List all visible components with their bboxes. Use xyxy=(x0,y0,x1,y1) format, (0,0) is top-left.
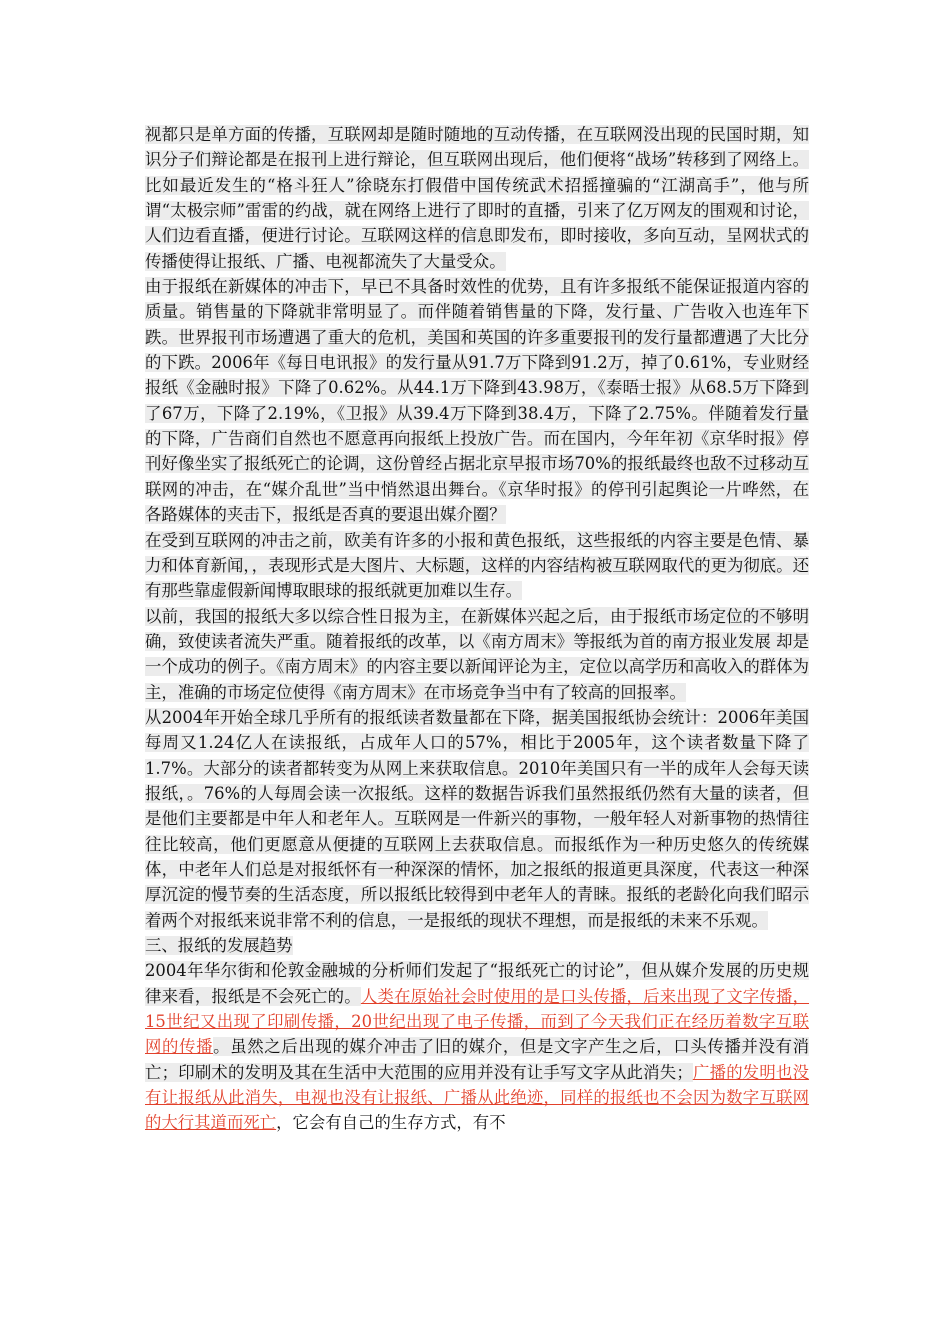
section-heading xyxy=(145,933,809,958)
paragraph-text: 由于报纸在新媒体的冲击下，早已不具备时效性的优势，且有许多报纸不能保证报道内容的质量。销售量的下降就非常明显了。而伴随着销售量的下降，发行量、广告收入也连年下跌。世界报刊市场遭遇了重大的危机，美国和英国的许多重要报刊的发行量都遭遇了大比分的下跌。2006年《每日电讯报》的发行量从91.7万下降到91.2万，掉了0.61%，专业财经报纸《金融时报》下降了0.62%。从44.1万下降到43.98万，《泰晤士报》从68.5万下降到了67万，下降了2.19%，《卫报》从39.4万下降到38.4万，下降了2.75%。伴随着发行量的下降，广告商们自然也不愿意再向报纸上投放广告。而在国内，今年年初《京华时报》停刊好像坐实了报纸死亡的论调，这份曾经占据北京早报市场70%的报纸最终也敌不过移动互联网的冲击，在“媒介乱世”当中悄然退出舞台。《京华时报》的停刊引起舆论一片哗然，在各路媒体的夹击下，报纸是否真的要退出媒介圈？ xyxy=(145,277,809,525)
paragraph-text: 从2004年开始全球几乎所有的报纸读者数量都在下降，据美国报纸协会统计：2006年美国每周又1.24亿人在读报纸，占成年人口的57%，相比于2005年，这个读者数量下降了1.7%。大部分的读者都转变为从网上来获取信息。2010年美国只有一半的成年人会每天读报纸，。76%的人每周会读一次报纸。这样的数据告诉我们虽然报纸仍然有大量的读者，但是他们主要都是中年人和老年人。互联网是一件新兴的事物，一般年轻人对新事物的热情往往比较高，他们更愿意从便捷的互联网上去获取信息。而报纸作为一种历史悠久的传统媒体，中老年人们总是对报纸怀有一种深深的情怀，加之报纸的报道更具深度，代表这一种深厚沉淀的慢节奏的生活态度，所以报纸比较得到中老年人的青睐。报纸的老龄化向我们昭示着两个对报纸来说非常不利的信息，一是报纸的现状不理想，而是报纸的未来不乐观。 xyxy=(145,707,809,930)
paragraph-text: 在受到互联网的冲击之前，欧美有许多的小报和黄色报纸，这些报纸的内容主要是色情、暴力和体育新闻，，表现形式是大图片、大标题，这样的内容结构被互联网取代的更为彻底。还有那些靠虚假新闻博取眼球的报纸就更加难以生存。 xyxy=(145,530,809,601)
paragraph-text: 2004年华尔街和伦敦金融城的分析师们发起了“报纸死亡的讨论”，但从媒介发展的历史规律来看，报纸是不会死亡的。 xyxy=(145,961,809,1006)
paragraph-4 xyxy=(145,604,809,705)
paragraph-2 xyxy=(145,274,809,527)
heading-text: 三、报纸的发展趋势 xyxy=(145,936,293,955)
paragraph-text: 视都只是单方面的传播，互联网却是随时随地的互动传播，在互联网没出现的民国时期，知识分子们辩论都是在报刊上进行辩论，但互联网出现后，他们便将“战场”转移到了网络上。比如最近发生的“格斗狂人”徐晓东打假借中国传统武术招摇撞骗的“江湖高手”，他与所谓“太极宗师”雷雷的约战，就在网络上进行了即时的直播，引来了亿万网友的围观和讨论，人们边看直播，便进行讨论。互联网这样的信息即发布，即时接收，多向互动，呈网状式的传播使得让报纸、广播、电视都流失了大量受众。 xyxy=(145,125,809,271)
document-body xyxy=(145,122,809,1136)
paragraph-text: 。虽然之后出现的媒介冲击了旧的媒介，但是文字产生之后，口头传播并没有消亡；印刷术的发明及其在生活中大范围的应用并没有让手写文字从此消失； xyxy=(145,1037,810,1082)
annotated-text: 人类在原始社会时使用的是口头传播，后来出现了文字传播，15世纪又出现了印刷传播，20世纪出现了电子传播，而到了今天我们正在经历着数字互联网的传播 xyxy=(145,986,810,1057)
paragraph-text: ，它会有自己的生存方式，有不 xyxy=(276,1113,506,1133)
paragraph-1 xyxy=(145,122,809,274)
annotated-text: 广播的发明也没有让报纸从此消失，电视也没有让报纸、广播从此绝迹，同样的报纸也不会因为数字互联网的大行其道而死亡 xyxy=(145,1062,810,1133)
paragraph-5 xyxy=(145,705,809,933)
paragraph-text: 以前，我国的报纸大多以综合性日报为主，在新媒体兴起之后，由于报纸市场定位的不够明确，致使读者流失严重。随着报纸的改革，以《南方周末》等报纸为首的南方报业发展 却是一个成功的例子。《南方周末》的内容主要以新闻评论为主，定位以高学历和高收入的群体为主，准确的市场定位使得《南方周末》在市场竞争当中有了较高的回报率。 xyxy=(145,606,809,702)
paragraph-3 xyxy=(145,528,809,604)
paragraph-7 xyxy=(145,958,809,1135)
